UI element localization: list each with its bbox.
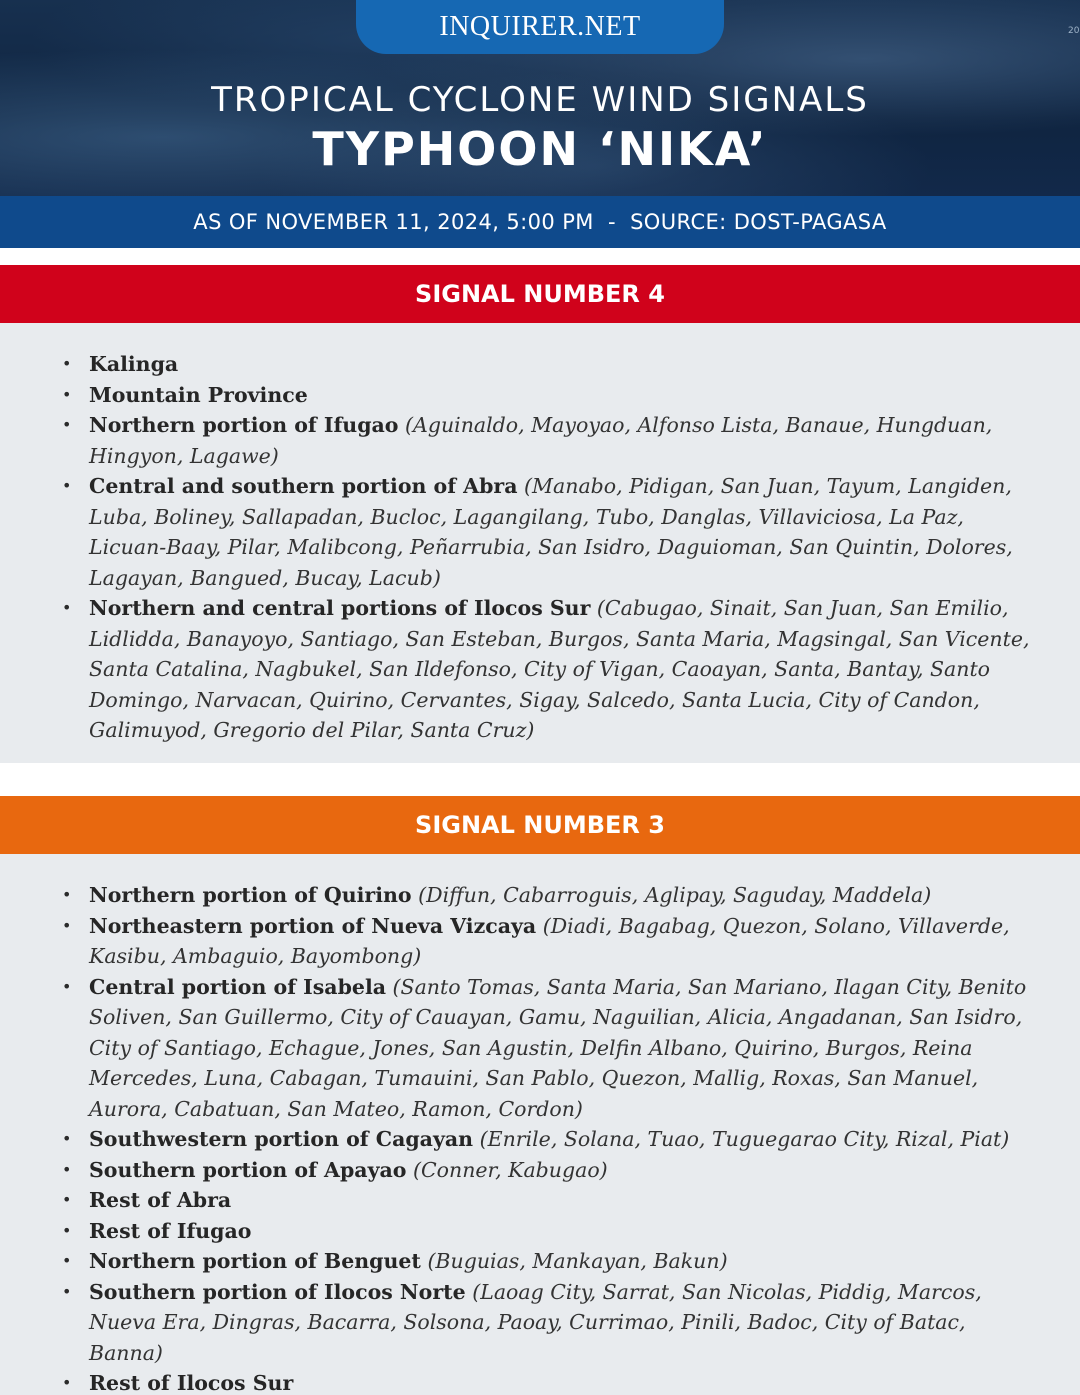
- signal-3-body: [0, 854, 1080, 1395]
- area-item: [62, 593, 1030, 746]
- area-item: [62, 471, 1030, 593]
- area-towns: (Enrile, Solana, Tuao, Tuguegarao City, Rizal, Piat): [479, 1127, 1010, 1151]
- area-name: Southern portion of Ilocos Norte: [89, 1279, 466, 1304]
- bullet-icon: •: [62, 598, 72, 617]
- area-name: Rest of Abra: [89, 1188, 232, 1212]
- area-name: Central portion of Isabela: [89, 974, 387, 999]
- bullet-icon: •: [62, 976, 72, 996]
- area-name: Rest of Ifugao: [89, 1218, 252, 1243]
- area-item: [62, 1216, 1030, 1247]
- area-towns: (Buguias, Mankayan, Bakun): [427, 1249, 728, 1273]
- area-item: [62, 349, 1030, 380]
- area-towns: (Diffun, Cabarroguis, Aglipay, Saguday, Maddela): [418, 883, 932, 907]
- bullet-icon: •: [62, 384, 72, 404]
- area-item: [62, 1185, 1030, 1216]
- area-item: [62, 380, 1030, 411]
- bullet-icon: •: [62, 1220, 72, 1240]
- area-name: Mountain Province: [89, 382, 308, 407]
- area-towns: (Diadi, Bagabag, Quezon, Solano, Villaverde, Kasibu, Ambaguio, Bayombong): [89, 913, 1010, 968]
- title-line-2: TYPHOON ‘NIKA’: [312, 122, 768, 176]
- area-name: Rest of Ilocos Sur: [89, 1371, 294, 1395]
- area-name: Northern portion of Benguet: [89, 1249, 421, 1273]
- bullet-icon: •: [62, 415, 72, 434]
- area-towns: (Cabugao, Sinait, San Juan, San Emilio, Lidlidda, Banayoyo, Santiago, San Esteban, Burgos, Santa Maria, Magsingal, San Vicente, Santa Catalina, Nagbukel, San Ildefonso, City of Vigan, Caoayan, Santa, Bantay, Santo Domingo, Narvacan, Quirino, Cervantes, Sigay, Salcedo, Santa Lucia, City of Candon, Galimuyod, Gregorio del Pilar, Santa Cruz): [89, 596, 1030, 742]
- signal-4-header: SIGNAL NUMBER 4: [0, 265, 1080, 323]
- inquirer-logo[interactable]: INQUIRER.NET: [356, 0, 724, 54]
- area-item: [62, 1277, 1030, 1369]
- bullet-icon: •: [62, 915, 72, 935]
- area-towns: (Santo Tomas, Santa Maria, San Mariano, Ilagan City, Benito Soliven, San Guillermo, City of Cauayan, Gamu, Naguilian, Alicia, Angadanan, San Isidro, City of Santiago, Echague, Jones, San Agustin, Delfin Albano, Quirino, Burgos, Reina Mercedes, Luna, Cabagan, Tumauini, San Pablo, Quezon, Mallig, Roxas, San Manuel, Aurora, Cabatuan, San Mateo, Ramon, Cordon): [89, 974, 1027, 1121]
- area-item: [62, 1246, 1030, 1277]
- area-name: Northern portion of Quirino: [89, 883, 412, 907]
- area-name: Southwestern portion of Cagayan: [89, 1127, 474, 1151]
- bullet-icon: •: [62, 1281, 72, 1301]
- as-of-source-bar: AS OF NOVEMBER 11, 2024, 5:00 PM - SOURCE: DOST-PAGASA: [0, 196, 1080, 248]
- area-name: Central and southern portion of Abra: [89, 474, 518, 498]
- signal-3-area-list: [0, 854, 1080, 1395]
- area-item: [62, 972, 1030, 1125]
- area-item: [62, 911, 1030, 972]
- bullet-icon: •: [62, 885, 72, 904]
- bullet-icon: •: [62, 1251, 72, 1270]
- area-item: [62, 1124, 1030, 1155]
- area-item: [62, 410, 1030, 471]
- header-banner: [0, 0, 1080, 196]
- signal-4-area-list: [0, 323, 1080, 746]
- bullet-icon: •: [62, 354, 72, 373]
- area-towns: (Aguinaldo, Mayoyao, Alfonso Lista, Banaue, Hungduan, Hingyon, Lagawe): [89, 413, 993, 468]
- signal-4-body: [0, 323, 1080, 763]
- area-name: Northern portion of Ifugao: [89, 413, 399, 437]
- area-towns: (Manabo, Pidigan, San Juan, Tayum, Langiden, Luba, Boliney, Sallapadan, Bucloc, Lagangilang, Tubo, Danglas, Villaviciosa, La Paz, Licuan-Baay, Pilar, Malibcong, Peñarrubia, San Isidro, Daguioman, San Quintin, Dolores, Lagayan, Bangued, Bucay, Lacub): [89, 474, 1013, 590]
- bullet-icon: •: [62, 1190, 72, 1209]
- area-item: [62, 1155, 1030, 1186]
- area-towns: (Conner, Kabugao): [412, 1157, 608, 1182]
- title-line-1: TROPICAL CYCLONE WIND SIGNALS: [211, 80, 869, 120]
- area-item: [62, 1368, 1030, 1395]
- area-towns: (Laoag City, Sarrat, San Nicolas, Piddig, Marcos, Nueva Era, Dingras, Bacarra, Solsona, Paoay, Currimao, Pinili, Badoc, City of Batac, Banna): [89, 1279, 982, 1365]
- area-name: Northern and central portions of Ilocos Sur: [89, 596, 591, 620]
- area-name: Kalinga: [89, 352, 179, 376]
- bullet-icon: •: [62, 1373, 72, 1392]
- corner-mark: 20: [1068, 26, 1080, 36]
- signal-3-header: SIGNAL NUMBER 3: [0, 796, 1080, 854]
- area-name: Southern portion of Apayao: [89, 1157, 407, 1182]
- area-item: [62, 880, 1030, 911]
- bullet-icon: •: [62, 1129, 72, 1148]
- area-name: Northeastern portion of Nueva Vizcaya: [89, 913, 537, 938]
- bullet-icon: •: [62, 476, 72, 495]
- bullet-icon: •: [62, 1159, 72, 1179]
